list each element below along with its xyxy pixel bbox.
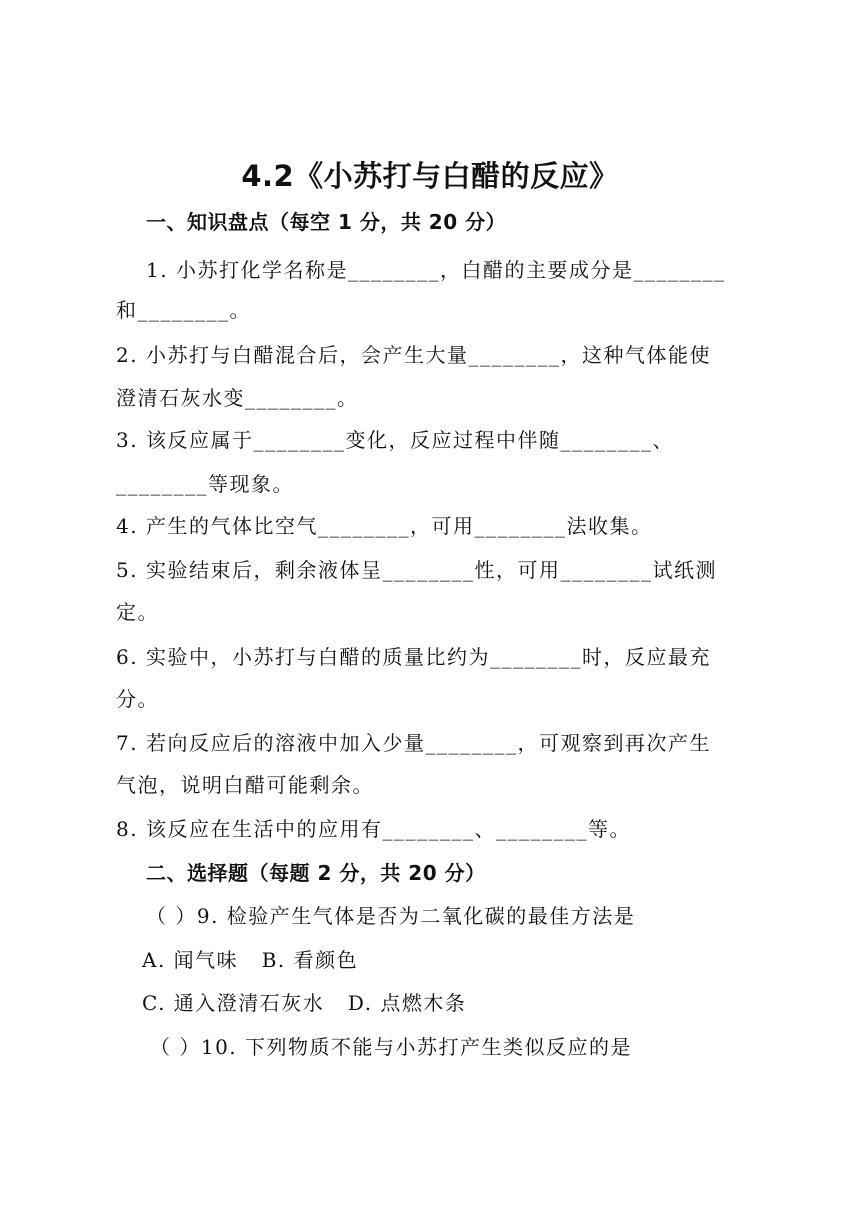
question-3-line-2: ________等现象。 (116, 472, 294, 496)
question-1-line-2: 和________。 (116, 298, 251, 322)
question-9-options-line-1: A. 闻气味 B. 看颜色 (142, 948, 359, 972)
section-heading-knowledge: 一、知识盘点（每空 1 分，共 20 分） (146, 210, 507, 234)
question-2-line-1: 2. 小苏打与白醋混合后，会产生大量________，这种气体能使 (116, 343, 711, 367)
question-7-line-1: 7. 若向反应后的溶液中加入少量________，可观察到再次产生 (116, 731, 711, 755)
question-1-line-1: 1. 小苏打化学名称是________，白醋的主要成分是________ (146, 258, 726, 282)
section-heading-choice: 二、选择题（每题 2 分，共 20 分） (146, 861, 486, 885)
question-4-line-1: 4. 产生的气体比空气________，可用________法收集。 (116, 514, 653, 538)
question-9-stem: （ ）9. 检验产生气体是否为二氧化碳的最佳方法是 (146, 904, 636, 928)
question-8-line-1: 8. 该反应在生活中的应用有________、________等。 (116, 817, 631, 841)
question-6-line-2: 分。 (116, 687, 159, 711)
question-3-line-1: 3. 该反应属于________变化，反应过程中伴随________、 (116, 428, 674, 452)
question-6-line-1: 6. 实验中，小苏打与白醋的质量比约为________时，反应最充 (116, 645, 711, 669)
question-9-options-line-2: C. 通入澄清石灰水 D. 点燃木条 (142, 991, 467, 1015)
question-10-stem: （ ）10. 下列物质不能与小苏打产生类似反应的是 (150, 1035, 633, 1059)
question-7-line-2: 气泡，说明白醋可能剩余。 (116, 773, 374, 797)
page-title: 4.2《小苏打与白醋的反应》 (241, 159, 619, 193)
question-5-line-1: 5. 实验结束后，剩余液体呈________性，可用________试纸测 (116, 558, 717, 582)
question-2-line-2: 澄清石灰水变________。 (116, 386, 359, 410)
question-5-line-2: 定。 (116, 600, 159, 624)
